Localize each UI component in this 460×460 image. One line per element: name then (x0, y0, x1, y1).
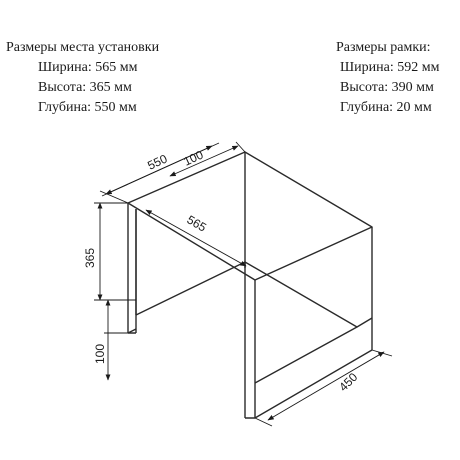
dim-base-height-label: 100 (93, 343, 107, 364)
install-title: Размеры места установки (6, 40, 160, 55)
frame-height: Высота: 390 мм (340, 80, 434, 95)
install-width: Ширина: 565 мм (38, 60, 138, 75)
install-height: Высота: 365 мм (38, 80, 132, 95)
dim-depth-label: 550 (145, 151, 170, 173)
dim-front-offset-label: 100 (181, 147, 206, 169)
dim-width-label: 565 (184, 212, 209, 235)
cabinet-outline (128, 152, 372, 418)
frame-depth: Глубина: 20 мм (340, 100, 432, 115)
frame-width: Ширина: 592 мм (340, 60, 440, 75)
dim-height-label: 365 (83, 247, 97, 268)
install-depth: Глубина: 550 мм (38, 100, 137, 115)
dim-bottom-depth-label: 450 (336, 370, 361, 395)
frame-title: Размеры рамки: (336, 40, 431, 55)
